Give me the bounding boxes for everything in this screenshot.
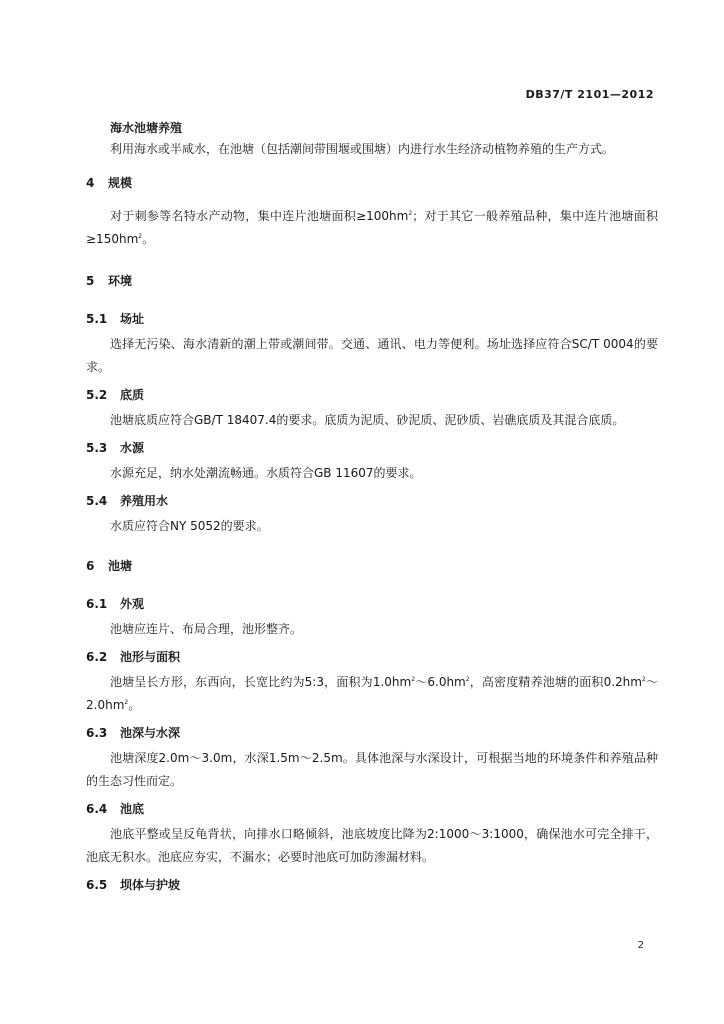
text-run: ；对于其它一般养殖品种，集中连片池塘面积≥150hm	[86, 209, 658, 246]
section-4-paragraph	[86, 205, 658, 251]
section-title: 底质	[120, 388, 145, 402]
section-number: 5.3	[86, 441, 108, 455]
section-5-1-heading	[86, 309, 658, 329]
section-6-1-paragraph: 池塘应连片、布局合理，池形整齐。	[110, 622, 303, 636]
superscript: 2	[408, 210, 413, 217]
section-number: 6	[86, 559, 95, 573]
section-title: 规模	[108, 176, 133, 190]
section-5-3-heading	[86, 438, 658, 458]
superscript: 2	[641, 676, 646, 683]
text-run: ，高密度精养池塘的面积0.2hm	[469, 675, 642, 689]
superscript: 2	[138, 233, 143, 240]
section-title: 养殖用水	[120, 494, 169, 508]
section-6-2-paragraph	[86, 671, 658, 717]
section-title: 外观	[120, 597, 145, 611]
section-6-3-heading	[86, 723, 658, 743]
section-number: 6.5	[86, 878, 108, 892]
section-title: 池塘	[108, 559, 133, 573]
section-number: 6.1	[86, 597, 108, 611]
section-number: 6.4	[86, 802, 108, 816]
text-run: ～6.0hm	[415, 675, 466, 689]
section-5-3-paragraph: 水源充足，纳水处潮流畅通。水质符合GB 11607的要求。	[110, 466, 422, 480]
section-number: 5.4	[86, 494, 108, 508]
term-definition: 利用海水或半咸水，在池塘（包括潮间带围堰或围塘）内进行水生经济动植物养殖的生产方式。	[110, 142, 615, 156]
section-6-5-heading	[86, 875, 658, 895]
section-6-4-heading	[86, 799, 658, 819]
section-number: 6.3	[86, 726, 108, 740]
superscript: 2	[124, 699, 129, 706]
section-title: 池底	[120, 802, 145, 816]
section-title: 场址	[120, 312, 145, 326]
section-number: 4	[86, 176, 95, 190]
text-run: 池塘呈长方形，东西向，长宽比约为5:3，面积为1.0hm	[110, 675, 412, 689]
document-id: DB37/T 2101—2012	[525, 88, 654, 101]
section-6-3-paragraph: 池塘深度2.0m～3.0m，水深1.5m～2.5m。具体池深与水深设计，可根据当地的环境条件和养殖品种的生态习性而定。	[86, 751, 658, 788]
text-run: ～2.0hm	[86, 675, 658, 712]
section-5-2-heading	[86, 385, 658, 405]
section-5-1-paragraph: 选择无污染、海水清新的潮上带或潮间带。交通、通讯、电力等便利。场址选择应符合SC/T 0004的要求。	[86, 337, 658, 374]
section-5-heading	[86, 271, 658, 291]
section-6-2-heading	[86, 647, 658, 667]
superscript: 2	[465, 676, 470, 683]
section-5-4-heading	[86, 491, 658, 511]
section-title: 坝体与护坡	[120, 878, 181, 892]
section-4-heading	[86, 173, 658, 193]
section-title: 环境	[108, 274, 133, 288]
section-title: 池形与面积	[120, 650, 181, 664]
superscript: 2	[411, 676, 416, 683]
section-number: 5	[86, 274, 95, 288]
section-number: 5.2	[86, 388, 108, 402]
section-number: 5.1	[86, 312, 108, 326]
text-run: 对于刺参等名特水产动物，集中连片池塘面积≥100hm	[110, 209, 409, 223]
section-title: 水源	[120, 441, 145, 455]
section-5-4-paragraph: 水质应符合NY 5052的要求。	[110, 519, 269, 533]
term-title: 海水池塘养殖	[110, 121, 183, 135]
page-number: 2	[637, 940, 644, 951]
text-run: 。	[128, 698, 141, 712]
section-6-1-heading	[86, 594, 658, 614]
section-5-2-paragraph: 池塘底质应符合GB/T 18407.4的要求。底质为泥质、砂泥质、泥砂质、岩礁底质及其混合底质。	[110, 413, 625, 427]
section-title: 池深与水深	[120, 726, 181, 740]
document-body	[86, 112, 658, 895]
section-number: 6.2	[86, 650, 108, 664]
section-6-heading	[86, 556, 658, 576]
text-run: 。	[142, 232, 155, 246]
section-6-4-paragraph: 池底平整或呈反龟背状，向排水口略倾斜，池底坡度比降为2:1000～3:1000，确保池水可完全排干，池底无积水。池底应夯实，不漏水；必要时池底可加防渗漏材料。	[86, 827, 658, 864]
